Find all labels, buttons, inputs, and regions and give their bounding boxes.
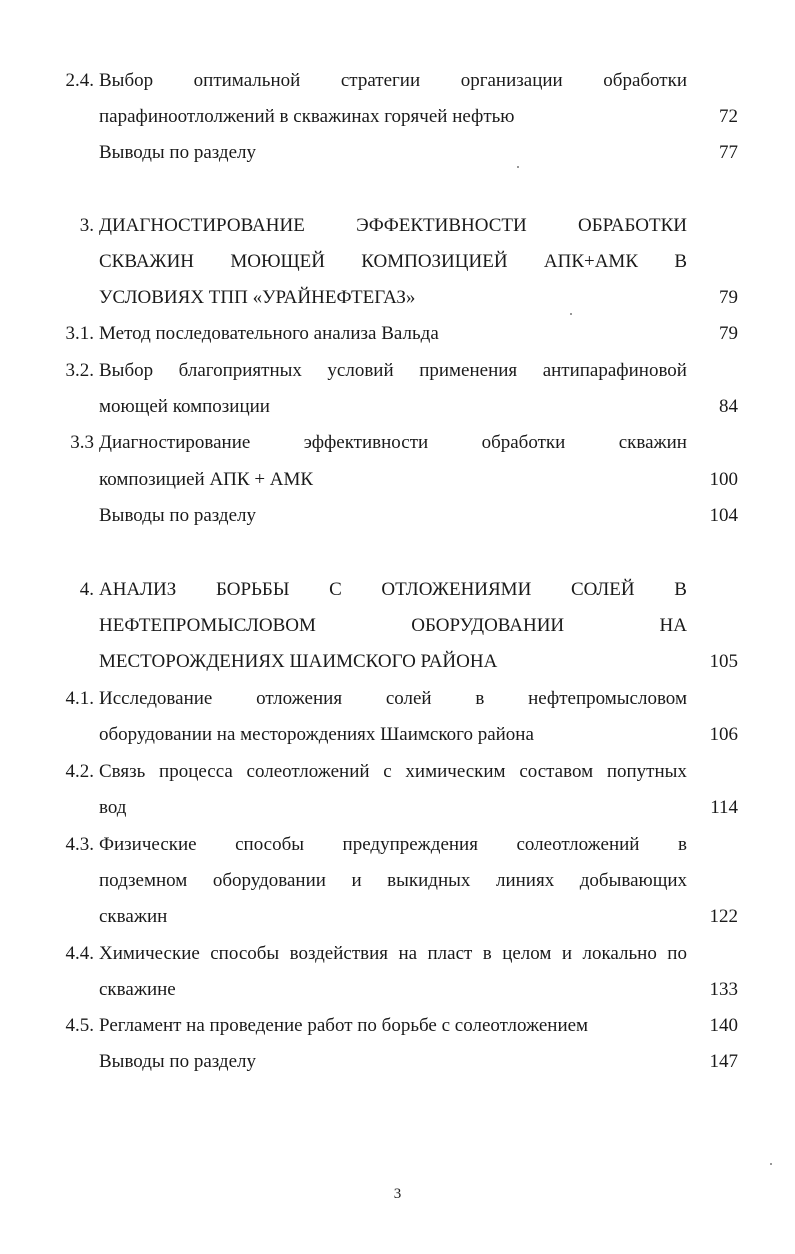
toc-chapter-4-cont	[0, 647, 795, 677]
title-word: подземном	[99, 870, 188, 891]
title-word: эффективности	[303, 432, 429, 453]
title-word: линиях	[495, 870, 555, 891]
title-word: целом	[502, 943, 552, 964]
title-word: выкидных	[387, 870, 471, 891]
title-word: способы	[235, 834, 305, 855]
section-title-line: Метод последовательного анализа Вальда	[99, 323, 439, 344]
title-word: с	[383, 761, 392, 782]
title-word: МОЮЩЕЙ	[230, 251, 325, 272]
title-word: по	[667, 943, 687, 964]
title-word: попутных	[606, 761, 687, 782]
title-word: ОБОРУДОВАНИИ	[411, 615, 565, 636]
title-word: организации	[460, 70, 563, 91]
toc-entry-4-5	[0, 1011, 795, 1041]
section-number: 3.2.	[65, 360, 94, 381]
title-word: КОМПОЗИЦИЕЙ	[361, 251, 508, 272]
page-number: 100	[709, 469, 738, 490]
title-word: БОРЬБЫ	[215, 579, 290, 600]
title-word: процесса	[159, 761, 233, 782]
page-number: 79	[719, 323, 738, 344]
chapter-title-line: МЕСТОРОЖДЕНИЯХ ШАИМСКОГО РАЙОНА	[99, 651, 498, 672]
title-word: СОЛЕЙ	[570, 579, 635, 600]
title-word: ДИАГНОСТИРОВАНИЕ	[99, 215, 305, 236]
toc-entry-2-4-cont	[0, 102, 795, 132]
title-word: Исследование	[99, 688, 213, 709]
chapter-number: 4.	[79, 579, 94, 600]
chapter-title-line	[99, 611, 687, 641]
section-title-line: парафиноотлолжений в скважинах горячей нефтью	[99, 106, 515, 127]
page-number: 72	[719, 106, 738, 127]
toc-entry-4-2-cont	[0, 793, 795, 823]
title-word: Химические	[99, 943, 200, 964]
title-word: нефтепромысловом	[528, 688, 687, 709]
chapter-title-line	[99, 575, 687, 605]
toc-entry-2-4	[0, 66, 795, 96]
title-word: НА	[659, 615, 687, 636]
section-number: 4.1.	[65, 688, 94, 709]
toc-entry-3-3-cont	[0, 465, 795, 495]
scan-speck	[570, 313, 572, 315]
toc-entry-3-1	[0, 319, 795, 349]
chapter-title-line	[99, 211, 687, 241]
title-word: пласт	[427, 943, 473, 964]
title-word: Связь	[99, 761, 146, 782]
page-number: 147	[709, 1051, 738, 1072]
section-title-line	[99, 66, 687, 96]
section-number: 4.4.	[65, 943, 94, 964]
section-title-line: моющей композиции	[99, 396, 270, 417]
toc-chapter-4-cont	[0, 611, 795, 641]
title-word: применения	[419, 360, 518, 381]
title-word: химическим	[405, 761, 506, 782]
chapter-number: 3.	[79, 215, 94, 236]
toc-entry-4-3	[0, 830, 795, 860]
title-word: Выбор	[99, 360, 154, 381]
title-word: АНАЛИЗ	[99, 579, 177, 600]
toc-conclusions-3	[0, 501, 795, 531]
section-title-line	[99, 428, 687, 458]
section-title-line: композицией АПК + АМК	[99, 469, 314, 490]
page-number: 106	[709, 724, 738, 745]
title-word: обработки	[481, 432, 566, 453]
toc-entry-4-1-cont	[0, 720, 795, 750]
page-number: 105	[709, 651, 738, 672]
title-word: ОТЛОЖЕНИЯМИ	[381, 579, 532, 600]
conclusions-label: Выводы по разделу	[99, 1051, 257, 1072]
title-word: предупреждения	[342, 834, 478, 855]
conclusions-label: Выводы по разделу	[99, 142, 257, 163]
conclusions-label: Выводы по разделу	[99, 505, 257, 526]
section-title-line: скважине	[99, 979, 176, 1000]
title-word: Физические	[99, 834, 197, 855]
page-number: 77	[719, 142, 738, 163]
page-number: 84	[719, 396, 738, 417]
title-word: воздействия	[289, 943, 389, 964]
title-word: антипарафиновой	[542, 360, 687, 381]
section-number: 3.1.	[65, 323, 94, 344]
page-number: 140	[709, 1015, 738, 1036]
section-number: 4.5.	[65, 1015, 94, 1036]
page-number: 114	[710, 797, 738, 818]
title-word: благоприятных	[178, 360, 302, 381]
title-word: и	[561, 943, 573, 964]
title-word: В	[674, 251, 687, 272]
section-number: 3.3	[70, 432, 94, 453]
toc-entry-3-2	[0, 356, 795, 386]
section-number: 2.4.	[65, 70, 94, 91]
title-word: способы	[210, 943, 280, 964]
title-word: солей	[385, 688, 432, 709]
toc-entry-3-3	[0, 428, 795, 458]
title-word: в	[677, 834, 687, 855]
section-title-line	[99, 866, 687, 896]
title-word: составом	[519, 761, 594, 782]
section-number: 4.2.	[65, 761, 94, 782]
title-word: условий	[327, 360, 394, 381]
toc-chapter-3-cont	[0, 283, 795, 313]
page-number: 133	[709, 979, 738, 1000]
title-word: солеотложений	[246, 761, 370, 782]
title-word: НЕФТЕПРОМЫСЛОВОМ	[99, 615, 316, 636]
section-title-line	[99, 684, 687, 714]
toc-entry-4-4	[0, 939, 795, 969]
toc-entry-4-1	[0, 684, 795, 714]
toc-chapter-3-cont	[0, 247, 795, 277]
title-word: С	[329, 579, 342, 600]
title-word: СКВАЖИН	[99, 251, 195, 272]
page-number: 79	[719, 287, 738, 308]
section-title-line	[99, 356, 687, 386]
toc-entry-4-4-cont	[0, 975, 795, 1005]
title-word: Выбор	[99, 70, 154, 91]
toc-entry-4-2	[0, 757, 795, 787]
title-word: скважин	[618, 432, 687, 453]
title-word: солеотложений	[516, 834, 640, 855]
title-word: в	[482, 943, 492, 964]
title-word: стратегии	[340, 70, 421, 91]
toc-entry-4-3-cont	[0, 902, 795, 932]
title-word: В	[674, 579, 687, 600]
title-word: ОБРАБОТКИ	[577, 215, 687, 236]
section-title-line: скважин	[99, 906, 168, 927]
toc-chapter-4	[0, 575, 795, 605]
section-title-line: оборудовании на месторождениях Шаимского района	[99, 724, 534, 745]
toc-chapter-3	[0, 211, 795, 241]
title-word: оптимальной	[193, 70, 301, 91]
section-title-line: вод	[99, 797, 127, 818]
chapter-title-line	[99, 247, 687, 277]
toc-conclusions-4	[0, 1047, 795, 1077]
section-number: 4.3.	[65, 834, 94, 855]
toc-entry-4-3-cont	[0, 866, 795, 896]
scan-speck	[770, 1163, 772, 1165]
title-word: ЭФФЕКТИВНОСТИ	[356, 215, 527, 236]
page-number: 122	[709, 906, 738, 927]
chapter-title-line: УСЛОВИЯХ ТПП «УРАЙНЕФТЕГАЗ»	[99, 287, 416, 308]
page-footer-number: 3	[393, 1186, 402, 1202]
scan-speck	[517, 166, 519, 168]
toc-conclusions-2	[0, 138, 795, 168]
title-word: в	[475, 688, 485, 709]
title-word: на	[398, 943, 418, 964]
title-word: и	[351, 870, 362, 891]
section-title-line	[99, 939, 687, 969]
title-word: обработки	[603, 70, 687, 91]
section-title-line: Регламент на проведение работ по борьбе с солеотложением	[99, 1015, 589, 1036]
section-title-line	[99, 830, 687, 860]
section-title-line	[99, 757, 687, 787]
title-word: добывающих	[579, 870, 687, 891]
title-word: отложения	[256, 688, 343, 709]
page-number: 104	[709, 505, 738, 526]
title-word: Диагностирование	[99, 432, 251, 453]
toc-entry-3-2-cont	[0, 392, 795, 422]
title-word: АПК+АМК	[543, 251, 638, 272]
title-word: локально	[582, 943, 657, 964]
title-word: оборудовании	[212, 870, 326, 891]
